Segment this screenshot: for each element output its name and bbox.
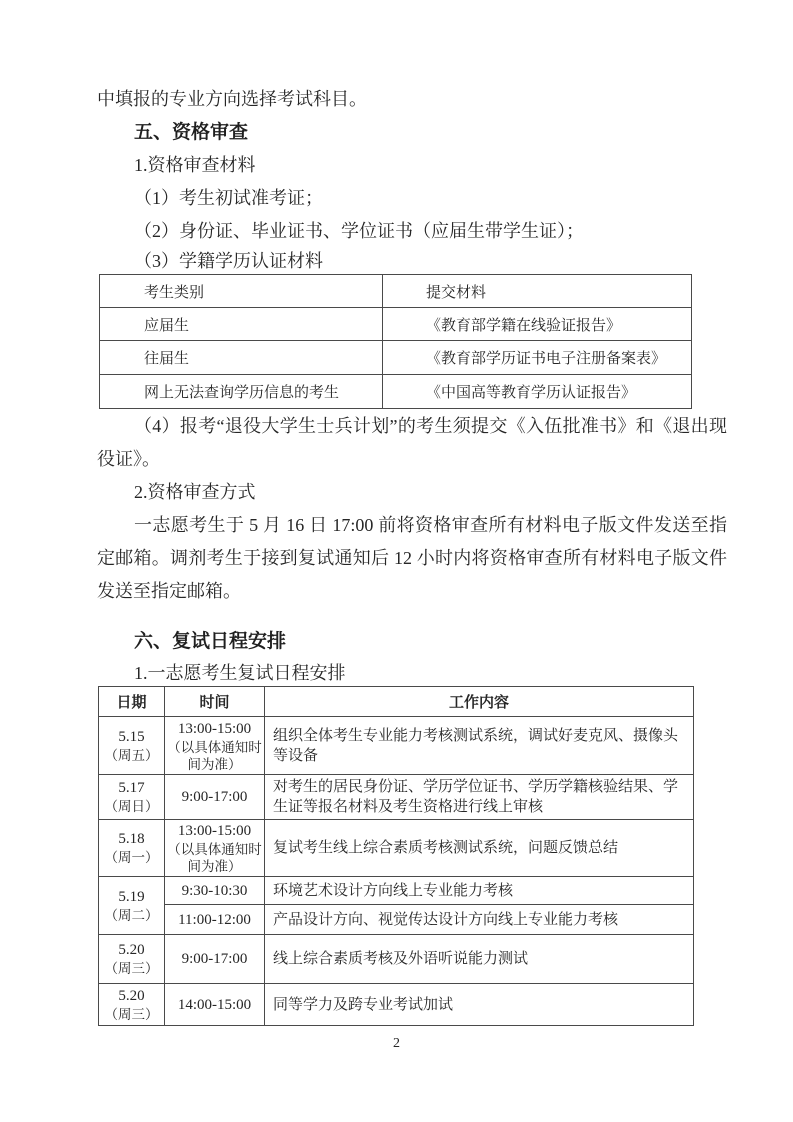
weekday-label: （周五） [104,747,159,763]
time-note: （以具体通知时间为准） [167,739,262,772]
time-label: 13:00-15:00 [177,823,252,839]
schedule-row [99,820,694,877]
page-number: 2 [393,1036,400,1051]
section-6-heading: 六、复试日程安排 [134,631,287,652]
schedule-row [99,905,694,935]
materials-table-row [100,308,692,341]
schedule-row [99,935,694,984]
category-cell: 往届生 [100,341,383,375]
content-cell: 环境艺术设计方向线上专业能力考核 [265,877,694,905]
content-cell: 对考生的居民身份证、学历学位证书、学历学籍核验结果、学生证等报名材料及考生资格进行线上审核 [265,775,694,820]
intro-line: 中填报的专业方向选择考试科目。 [97,89,367,109]
qualification-method-paragraph: 一志愿考生于 5 月 16 日 17:00 前将资格审查所有材料电子版文件发送至指定邮箱。调剂考生于接到复试通知后 12 小时内将资格审查所有材料电子版文件发送至指定邮箱。 [97,515,727,601]
schedule-row [99,877,694,905]
item-id-certificates: （2）身份证、毕业证书、学位证书（应届生带学生证）； [134,221,584,241]
schedule-subheading: 1.一志愿考生复试日程安排 [134,663,346,683]
time-cell [165,775,265,820]
date-label: 5.17 [118,780,145,796]
time-cell [165,935,265,984]
date-label: 5.19 [118,888,145,905]
time-label: 14:00-15:00 [177,996,252,1013]
category-header-cell: 考生类别 [100,275,383,308]
time-cell [165,877,265,905]
weekday-label: （周二） [104,907,159,923]
weekday-label: （周日） [104,799,159,814]
content-cell: 组织全体考生专业能力考核测试系统，调试好麦克风、摄像头等设备 [265,717,694,775]
material-cell: 《教育部学历证书电子注册备案表》 [383,341,692,375]
section-5-heading: 五、资格审查 [134,122,249,143]
content-cell: 复试考生线上综合素质考核测试系统，问题反馈总结 [265,820,694,877]
material-cell: 《中国高等教育学历认证报告》 [383,375,692,409]
schedule-table [98,686,694,1026]
content-cell: 产品设计方向、视觉传达设计方向线上专业能力考核 [265,905,694,935]
content-cell: 同等学力及跨专业考试加试 [265,984,694,1026]
schedule-row [99,984,694,1026]
content-cell: 线上综合素质考核及外语听说能力测试 [265,935,694,984]
materials-table-row [100,341,692,375]
item-veterans-plan: （4）报考“退役大学生士兵计划”的考生须提交《入伍批准书》和《退出现役证》。 [97,416,727,469]
weekday-label: （周三） [104,1006,159,1022]
time-header-cell: 时间 [165,687,265,717]
materials-table-header-row [100,275,692,308]
date-cell [99,935,165,984]
time-label: 9:00-17:00 [181,951,248,967]
item-exam-ticket: （1）考生初试准考证； [134,188,323,208]
schedule-row [99,775,694,820]
date-cell [99,717,165,775]
category-cell: 网上无法查询学历信息的考生 [100,375,383,409]
qualification-method-subheading: 2.资格审查方式 [134,482,256,502]
weekday-label: （周一） [104,850,159,865]
date-header-cell: 日期 [99,687,165,717]
date-cell [99,877,165,935]
time-cell [165,905,265,935]
time-label: 11:00-12:00 [178,911,251,928]
time-note: （以具体通知时间为准） [167,842,262,874]
schedule-header-row [99,687,694,717]
category-cell: 应届生 [100,308,383,341]
content-header-cell: 工作内容 [265,687,694,717]
time-label: 9:00-17:00 [181,789,248,805]
item-enrollment-materials: （3）学籍学历认证材料 [134,251,323,271]
schedule-row [99,717,694,775]
qualification-materials-subheading: 1.资格审查材料 [134,155,256,175]
weekday-label: （周三） [104,961,159,976]
date-cell [99,820,165,877]
date-label: 5.20 [118,942,145,958]
materials-table [99,274,692,409]
material-header-cell: 提交材料 [383,275,692,308]
date-label: 5.18 [118,831,145,847]
time-cell [165,717,265,775]
material-cell: 《教育部学籍在线验证报告》 [383,308,692,341]
date-cell [99,775,165,820]
time-label: 13:00-15:00 [177,720,252,737]
time-label: 9:30-10:30 [181,882,248,899]
date-label: 5.15 [118,728,145,745]
time-cell [165,984,265,1026]
materials-table-row [100,375,692,409]
date-cell [99,984,165,1026]
date-label: 5.20 [118,987,145,1004]
time-cell [165,820,265,877]
